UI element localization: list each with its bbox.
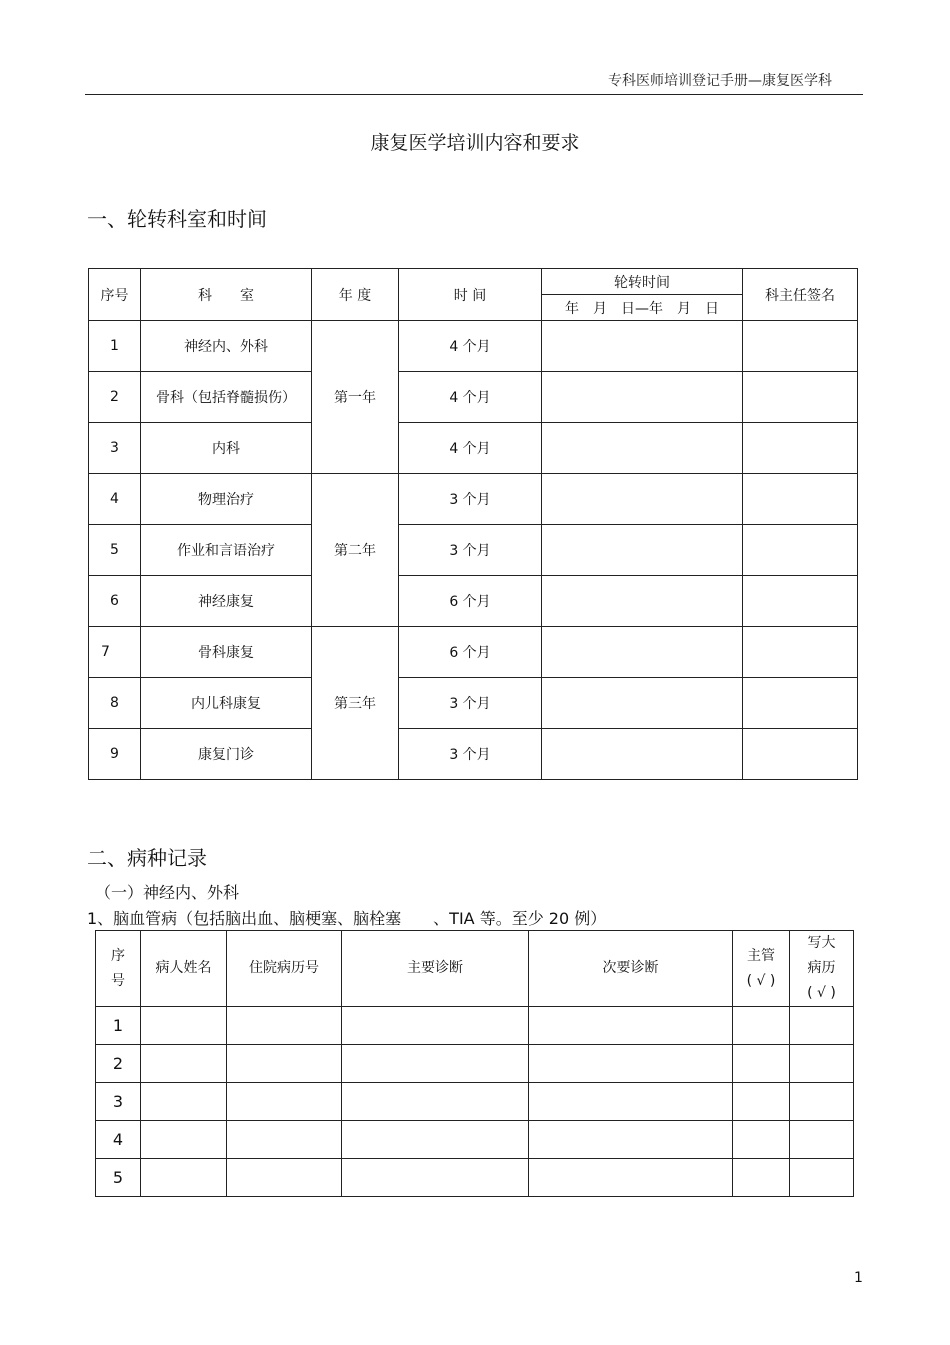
row-seq: 2 (96, 1045, 141, 1083)
full-record-check-cell[interactable] (790, 1045, 854, 1083)
row-time: 3 个月 (399, 729, 542, 780)
table-row (89, 372, 858, 423)
patient-name-cell[interactable] (141, 1045, 227, 1083)
col-header-in-charge: 主管 ( √ ) (733, 931, 790, 1007)
rotation-date-cell[interactable] (542, 729, 743, 780)
patient-name-cell[interactable] (141, 1083, 227, 1121)
row-dept: 康复门诊 (141, 729, 312, 780)
table-row (96, 1121, 854, 1159)
row-time: 4 个月 (399, 321, 542, 372)
col-header-rotation-dates: 年 月 日—年 月 日 (542, 295, 743, 321)
table-row (89, 627, 858, 678)
row-time: 3 个月 (399, 525, 542, 576)
rotation-date-cell[interactable] (542, 321, 743, 372)
col-header-secondary-diagnosis: 次要诊断 (529, 931, 733, 1007)
rotation-table (88, 268, 858, 780)
signature-cell[interactable] (743, 678, 858, 729)
rotation-date-cell[interactable] (542, 525, 743, 576)
col-header-full-record: 写大 病历 ( √ ) (790, 931, 854, 1007)
rotation-date-cell[interactable] (542, 678, 743, 729)
year-cell-1: 第一年 (312, 321, 399, 474)
rotation-date-cell[interactable] (542, 474, 743, 525)
record-no-cell[interactable] (227, 1159, 342, 1197)
col-header-dept: 科 室 (141, 269, 312, 321)
row-dept: 物理治疗 (141, 474, 312, 525)
table-row (89, 576, 858, 627)
case-record-table (95, 930, 854, 1197)
full-record-check-cell[interactable] (790, 1083, 854, 1121)
secondary-diagnosis-cell[interactable] (529, 1083, 733, 1121)
row-dept: 骨科（包括脊髓损伤） (141, 372, 312, 423)
row-dept: 神经康复 (141, 576, 312, 627)
year-cell-2: 第二年 (312, 474, 399, 627)
main-diagnosis-cell[interactable] (342, 1159, 529, 1197)
patient-name-cell[interactable] (141, 1159, 227, 1197)
signature-cell[interactable] (743, 576, 858, 627)
row-time: 4 个月 (399, 372, 542, 423)
in-charge-check-cell[interactable] (733, 1121, 790, 1159)
row-dept: 内科 (141, 423, 312, 474)
secondary-diagnosis-cell[interactable] (529, 1159, 733, 1197)
signature-cell[interactable] (743, 729, 858, 780)
col-header-main-diagnosis: 主要诊断 (342, 931, 529, 1007)
section-heading-rotation: 一、轮转科室和时间 (87, 207, 267, 231)
in-charge-check-cell[interactable] (733, 1045, 790, 1083)
col-header-patient-name: 病人姓名 (141, 931, 227, 1007)
row-seq: 6 (89, 576, 141, 627)
row-seq: 4 (89, 474, 141, 525)
record-no-cell[interactable] (227, 1045, 342, 1083)
row-seq: 3 (89, 423, 141, 474)
table-row (89, 423, 858, 474)
table-row (96, 1083, 854, 1121)
row-seq: 5 (89, 525, 141, 576)
row-seq: 9 (89, 729, 141, 780)
table-row (89, 321, 858, 372)
full-record-check-cell[interactable] (790, 1159, 854, 1197)
row-time: 3 个月 (399, 678, 542, 729)
table-row (89, 729, 858, 780)
col-header-seq: 序 号 (96, 931, 141, 1007)
table-row (89, 474, 858, 525)
row-seq: 3 (96, 1083, 141, 1121)
main-diagnosis-cell[interactable] (342, 1083, 529, 1121)
col-header-sign: 科主任签名 (743, 269, 858, 321)
row-seq: 8 (89, 678, 141, 729)
row-dept: 内儿科康复 (141, 678, 312, 729)
secondary-diagnosis-cell[interactable] (529, 1045, 733, 1083)
signature-cell[interactable] (743, 474, 858, 525)
signature-cell[interactable] (743, 525, 858, 576)
record-no-cell[interactable] (227, 1083, 342, 1121)
patient-name-cell[interactable] (141, 1121, 227, 1159)
running-header: 专科医师培训登记手册—康复医学科 (608, 73, 832, 89)
header-divider (85, 94, 863, 95)
secondary-diagnosis-cell[interactable] (529, 1121, 733, 1159)
document-title: 康复医学培训内容和要求 (370, 132, 580, 154)
row-seq: 1 (89, 321, 141, 372)
secondary-diagnosis-cell[interactable] (529, 1007, 733, 1045)
rotation-date-cell[interactable] (542, 423, 743, 474)
table-row (89, 678, 858, 729)
main-diagnosis-cell[interactable] (342, 1045, 529, 1083)
row-time: 6 个月 (399, 627, 542, 678)
section-heading-cases: 二、病种记录 (87, 846, 207, 870)
full-record-check-cell[interactable] (790, 1007, 854, 1045)
col-header-year: 年 度 (312, 269, 399, 321)
row-dept: 神经内、外科 (141, 321, 312, 372)
table-row (96, 1007, 854, 1045)
record-no-cell[interactable] (227, 1121, 342, 1159)
row-seq: 5 (96, 1159, 141, 1197)
row-time: 4 个月 (399, 423, 542, 474)
table-row (96, 1159, 854, 1197)
year-cell-3: 第三年 (312, 627, 399, 780)
rotation-date-cell[interactable] (542, 576, 743, 627)
full-record-check-cell[interactable] (790, 1121, 854, 1159)
row-time: 6 个月 (399, 576, 542, 627)
col-header-time: 时 间 (399, 269, 542, 321)
row-dept: 作业和言语治疗 (141, 525, 312, 576)
patient-name-cell[interactable] (141, 1007, 227, 1045)
row-seq: 2 (89, 372, 141, 423)
in-charge-check-cell[interactable] (733, 1159, 790, 1197)
col-header-rotation: 轮转时间 (542, 269, 743, 295)
col-header-record-no: 住院病历号 (227, 931, 342, 1007)
case-item-title: 1、脑血管病（包括脑出血、脑梗塞、脑栓塞 、TIA 等。至少 20 例） (87, 909, 607, 928)
signature-cell[interactable] (743, 423, 858, 474)
main-diagnosis-cell[interactable] (342, 1007, 529, 1045)
main-diagnosis-cell[interactable] (342, 1121, 529, 1159)
row-seq: 7 (89, 627, 141, 678)
col-header-seq: 序号 (89, 269, 141, 321)
row-dept: 骨科康复 (141, 627, 312, 678)
rotation-date-cell[interactable] (542, 627, 743, 678)
table-row (89, 525, 858, 576)
subsection-heading: （一）神经内、外科 (95, 883, 240, 902)
row-seq: 4 (96, 1121, 141, 1159)
signature-cell[interactable] (743, 627, 858, 678)
signature-cell[interactable] (743, 321, 858, 372)
record-no-cell[interactable] (227, 1007, 342, 1045)
in-charge-check-cell[interactable] (733, 1007, 790, 1045)
row-time: 3 个月 (399, 474, 542, 525)
row-seq: 1 (96, 1007, 141, 1045)
page-number: 1 (854, 1270, 863, 1286)
table-row (96, 1045, 854, 1083)
rotation-date-cell[interactable] (542, 372, 743, 423)
in-charge-check-cell[interactable] (733, 1083, 790, 1121)
signature-cell[interactable] (743, 372, 858, 423)
